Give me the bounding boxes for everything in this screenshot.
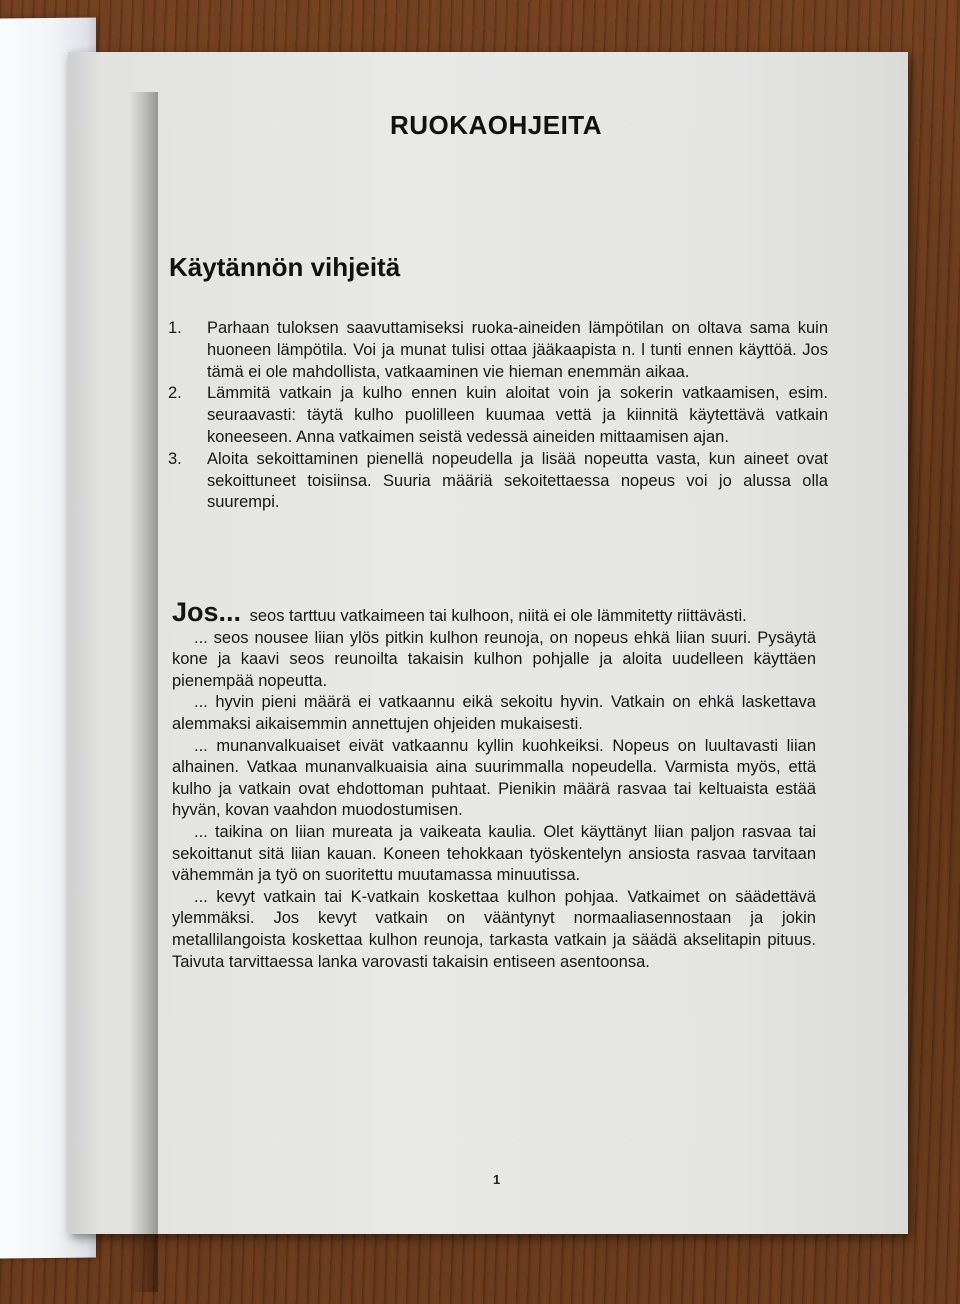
tips-list	[168, 318, 828, 514]
tip-number: 1.	[168, 319, 182, 337]
page-number: 1	[493, 1172, 501, 1187]
page-binding-shadow	[128, 92, 158, 1292]
tip-number: 3.	[168, 449, 182, 468]
troubleshooting-item: ... seos nousee liian ylös pitkin kulhon reunoja, on nopeus ehkä liian suuri. Pysäytä kone ja kaavi seos reunoilta takaisin kulhon pohjalle ja aloita uudelleen käyttäen pienempää nopeutta.	[172, 628, 816, 690]
troubleshooting-lead-word: Jos...	[172, 597, 242, 627]
document-title: RUOKAOHJEITA	[389, 110, 603, 140]
tip-text: Aloita sekoittaminen pienellä nopeudella ja lisää nopeutta vasta, kun aineet ovat sekoittuneet toisiinsa. Suuria määriä sekoitettaessa nopeus voi jo alussa olla suurempi.	[207, 449, 828, 512]
tip-number: 2.	[168, 384, 182, 403]
troubleshooting-intro	[172, 597, 816, 628]
tip-text: Parhaan tuloksen saavuttamiseksi ruoka-aineiden lämpötilan on oltava sama kuin huoneen lämpötila. Voi ja munat tulisi ottaa jääkaapista n. l tunti ennen käyttöä. Jos tämä ei ole mahdollista, vatkaaminen vie hieman enemmän aikaa.	[207, 319, 828, 381]
booklet-page	[68, 52, 908, 1234]
troubleshooting-item: ... kevyt vatkain tai K-vatkain koskettaa kulhon pohjaa. Vatkaimet on säädettävä ylemmäksi. Jos kevyt vatkain on vääntynyt normaaliasennostaan ja jokin metallilangoista koskettaa kulhon reunoja, tarkasta vatkain ja säädä akselitapin pituus. Taivuta tarvittaessa lanka varovasti takaisin entiseen asentoonsa.	[172, 887, 816, 971]
troubleshooting-first-text: seos tarttuu vatkaimeen tai kulhoon, niitä ei ole lämmitetty riittävästi.	[249, 607, 747, 625]
section-heading: Käytännön vihjeitä	[169, 252, 401, 282]
tip-item	[168, 449, 828, 514]
troubleshooting-item: ... hyvin pieni määrä ei vatkaannu eikä sekoitu hyvin. Vatkain on ehkä laskettava alemmaksi aikaisemmin annettujen ohjeiden mukaisesti.	[172, 693, 816, 733]
tip-item	[168, 383, 828, 448]
tip-item	[168, 318, 828, 383]
tip-text: Lämmitä vatkain ja kulho ennen kuin aloitat voin ja sokerin vatkaamisen, esim. seuraavasti: täytä kulho puolilleen kuumaa vettä ja kiinnitä käytettävä vatkain koneeseen. Anna vatkaimen seistä vedessä aineiden mittaamisen ajan.	[207, 384, 828, 446]
troubleshooting-item: ... taikina on liian mureata ja vaikeata kaulia. Olet käyttänyt liian paljon rasvaa tai sekoittanut sitä liian kauan. Koneen tehokkaan työskentelyn ansiosta rasvaa tarvitaan vähemmän ja työ on suoritettu muutamassa minuutissa.	[172, 822, 816, 885]
troubleshooting-item: ... munanvalkuaiset eivät vatkaannu kyllin kuohkeiksi. Nopeus on luultavasti liian alhainen. Vatkaa munanvalkuaisia aina suurimmalla nopeudella. Varmista myös, että kulho ja vatkain ovat ehdottoman puhtaat. Pienikin määrä rasvaa tai keltuaista estää hyvän, kovan vaahdon muodostumisen.	[172, 736, 816, 820]
troubleshooting-section	[172, 597, 816, 973]
